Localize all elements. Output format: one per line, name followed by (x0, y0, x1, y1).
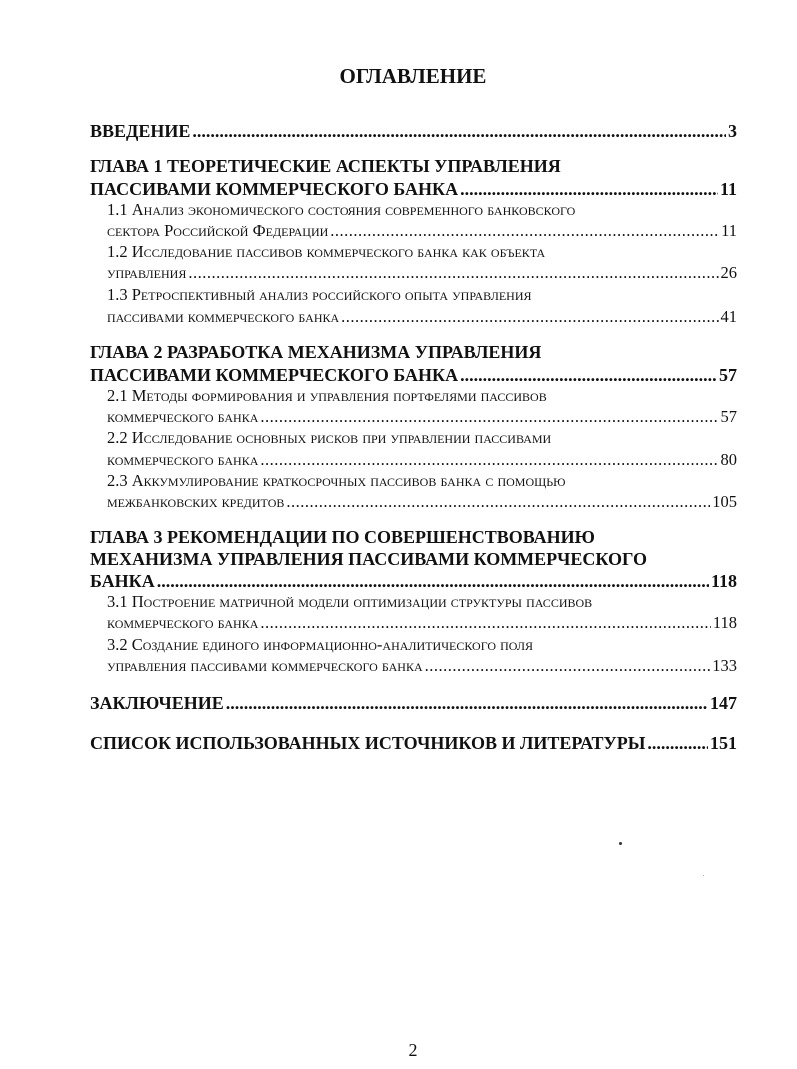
toc-section-1-3-line[interactable] (107, 284, 737, 306)
entry-text: 1.2 Исследование пассивов коммерческого банка как объекта (107, 242, 546, 261)
entry-text: 1.3 Ретроспективный анализ российского опыта управления (107, 285, 532, 304)
entry-text: коммерческого банка (107, 407, 259, 426)
dot-leader (460, 178, 718, 200)
entry-text: ПАССИВАМИ КОММЕРЧЕСКОГО БАНКА (90, 179, 459, 199)
entry-page: 147 (710, 693, 737, 713)
toc-section-1-1-line[interactable] (107, 199, 737, 221)
entry-text: ГЛАВА 3 РЕКОМЕНДАЦИИ ПО СОВЕРШЕНСТВОВАНИЮ (90, 527, 595, 547)
entry-text: коммерческого банка (107, 613, 259, 632)
toc-entry-conclusion[interactable] (90, 692, 737, 714)
toc-section-3-2[interactable] (107, 655, 737, 677)
entry-page: 151 (710, 733, 737, 753)
toc-section-1-1[interactable] (107, 220, 737, 242)
entry-text: СПИСОК ИСПОЛЬЗОВАННЫХ ИСТОЧНИКОВ И ЛИТЕРАТУРЫ (90, 733, 646, 753)
entry-page: 41 (720, 307, 737, 326)
entry-text: коммерческого банка (107, 450, 259, 469)
entry-page: 133 (712, 656, 737, 675)
entry-text: 3.1 Построение матричной модели оптимизации структуры пассивов (107, 592, 593, 611)
toc-chapter-3-line[interactable] (90, 548, 737, 570)
scan-speck (619, 842, 622, 845)
entry-text: БАНКА (90, 571, 155, 591)
entry-text: 3.2 Создание единого информационно-аналитического поля (107, 635, 534, 654)
entry-text: 2.2 Исследование основных рисков при управлении пассивами (107, 428, 552, 447)
toc-chapter-1[interactable] (90, 178, 737, 200)
toc-section-2-3-line[interactable] (107, 470, 737, 492)
dot-leader (192, 120, 726, 142)
entry-text: 2.3 Аккумулирование краткосрочных пассивов банка с помощью (107, 471, 566, 490)
dot-leader (341, 306, 718, 328)
entry-text: пассивами коммерческого банка (107, 307, 340, 326)
toc-section-2-1[interactable] (107, 406, 737, 428)
toc-section-2-3[interactable] (107, 491, 737, 513)
toc-chapter-3[interactable] (90, 570, 737, 592)
dot-leader (647, 732, 708, 754)
entry-text: ВВЕДЕНИЕ (90, 121, 191, 141)
entry-page: 11 (721, 221, 737, 240)
entry-text: 1.1 Анализ экономического состояния современного банковского (107, 200, 576, 219)
dot-leader (286, 491, 710, 513)
dot-leader (188, 262, 718, 284)
entry-text: управления (107, 263, 187, 282)
toc-section-2-2[interactable] (107, 449, 737, 471)
dot-leader (460, 364, 717, 386)
entry-text: ПАССИВАМИ КОММЕРЧЕСКОГО БАНКА (90, 365, 459, 385)
toc-chapter-2-line[interactable] (90, 341, 737, 363)
dot-leader (260, 406, 718, 428)
entry-text: ЗАКЛЮЧЕНИЕ (90, 693, 224, 713)
entry-text: 2.1 Методы формирования и управления портфелями пассивов (107, 386, 547, 405)
toc-section-2-2-line[interactable] (107, 427, 737, 449)
entry-page: 105 (712, 492, 737, 511)
dot-leader (260, 612, 710, 634)
toc-section-3-1[interactable] (107, 612, 737, 634)
toc-chapter-1-line[interactable] (90, 155, 737, 177)
entry-text: ГЛАВА 2 РАЗРАБОТКА МЕХАНИЗМА УПРАВЛЕНИЯ (90, 342, 542, 362)
toc-section-1-2[interactable] (107, 262, 737, 284)
toc-chapter-3-line[interactable] (90, 526, 737, 548)
dot-leader (330, 220, 719, 242)
dot-leader (157, 570, 709, 592)
toc-section-1-2-line[interactable] (107, 241, 737, 263)
entry-page: 118 (710, 571, 737, 591)
entry-page: 80 (720, 450, 737, 469)
toc-entry-introduction[interactable] (90, 120, 737, 142)
page-number: 2 (408, 1040, 418, 1060)
toc-entry-references[interactable] (90, 732, 737, 754)
dot-leader (425, 655, 711, 677)
entry-page: 26 (720, 263, 737, 282)
toc-section-1-3[interactable] (107, 306, 737, 328)
toc-title: ОГЛАВЛЕНИЕ (339, 64, 487, 88)
entry-page: 11 (719, 179, 737, 199)
entry-text: ГЛАВА 1 ТЕОРЕТИЧЕСКИЕ АСПЕКТЫ УПРАВЛЕНИЯ (90, 156, 561, 176)
dot-leader (260, 449, 718, 471)
entry-text: управления пассивами коммерческого банка (107, 656, 423, 675)
entry-page: 118 (712, 613, 737, 632)
toc-section-2-1-line[interactable] (107, 385, 737, 407)
entry-text: сектора Российской Федерации (107, 221, 329, 240)
entry-text: МЕХАНИЗМА УПРАВЛЕНИЯ ПАССИВАМИ КОММЕРЧЕСКОГО (90, 549, 647, 569)
scan-speck (703, 875, 704, 876)
dot-leader (226, 692, 708, 714)
entry-page: 57 (720, 407, 737, 426)
toc-section-3-1-line[interactable] (107, 591, 737, 613)
entry-text: межбанковских кредитов (107, 492, 285, 511)
entry-page: 3 (728, 121, 737, 141)
toc-section-3-2-line[interactable] (107, 634, 737, 656)
toc-chapter-2[interactable] (90, 364, 737, 386)
entry-page: 57 (719, 365, 737, 385)
